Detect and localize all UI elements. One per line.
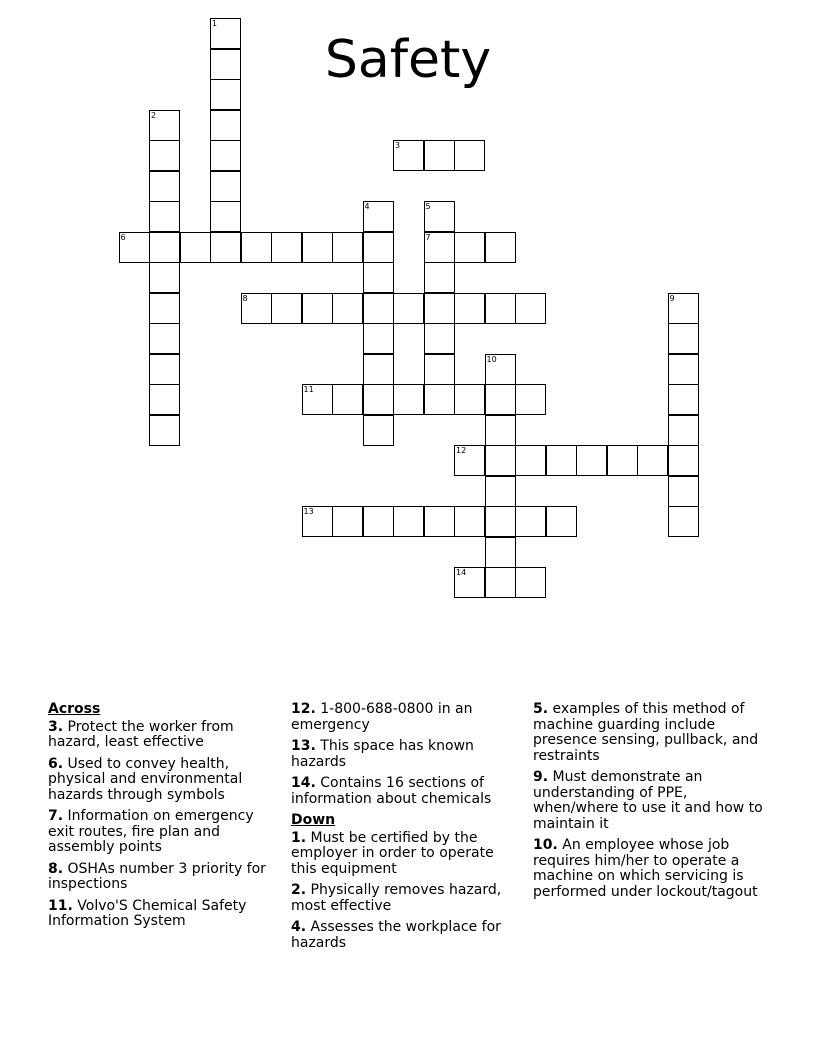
clues-column-2 [291, 702, 516, 957]
grid-cell-9[interactable] [668, 293, 699, 324]
clue-number-label: 10. [533, 837, 558, 853]
down-clue-list-continued [533, 702, 768, 900]
clue-text: Contains 16 sections of information about chemicals [291, 775, 492, 807]
clue [48, 757, 273, 804]
clue [291, 776, 516, 807]
clue-number-label: 5. [533, 701, 549, 717]
clue-text: Assesses the workplace for hazards [291, 919, 501, 951]
grid-cell[interactable] [149, 354, 180, 385]
grid-cell[interactable] [393, 506, 424, 537]
grid-cell[interactable] [576, 445, 607, 476]
clue [291, 883, 516, 914]
grid-cell-10[interactable] [485, 354, 516, 385]
clue-text: An employee whose job requires him/her to operate a machine on which servicing is performed under lockout/tagout [533, 837, 758, 900]
grid-cell[interactable] [454, 232, 485, 263]
grid-cell[interactable] [668, 354, 699, 385]
clue-number-label: 4. [291, 919, 307, 935]
clue-number-label: 11. [48, 897, 73, 914]
grid-cell[interactable] [485, 445, 516, 476]
clue-number: 12 [456, 446, 467, 455]
grid-cell[interactable] [424, 140, 455, 171]
grid-cell-12[interactable] [454, 445, 485, 476]
clue-number: 6 [120, 232, 126, 242]
grid-cell[interactable] [332, 506, 363, 537]
clues-column-3 [533, 702, 768, 906]
grid-cell[interactable] [210, 140, 241, 171]
clue-number-label: 9. [533, 769, 549, 785]
clue-text: Information on emergency exit routes, fire plan and assembly points [48, 808, 254, 855]
clue-number: 3 [395, 141, 401, 150]
grid-cell[interactable] [668, 506, 699, 537]
across-heading: Across [48, 701, 101, 717]
grid-cell[interactable] [363, 415, 394, 446]
grid-cell[interactable] [149, 415, 180, 446]
clue [291, 739, 516, 770]
clue-text: OSHAs number 3 priority for inspections [48, 860, 266, 892]
grid-cell[interactable] [454, 293, 485, 324]
grid-cell-4[interactable] [363, 201, 394, 232]
grid-cell-3[interactable] [393, 140, 424, 171]
grid-cell[interactable] [424, 384, 455, 415]
grid-cell[interactable] [637, 445, 668, 476]
grid-cell[interactable] [546, 506, 577, 537]
grid-cell[interactable] [180, 232, 211, 263]
clue [291, 831, 516, 878]
grid-cell[interactable] [485, 476, 516, 507]
grid-cell-8[interactable] [241, 293, 272, 324]
grid-cell[interactable] [485, 415, 516, 446]
grid-cell[interactable] [210, 201, 241, 232]
clue-number-label: 12. [291, 701, 316, 717]
grid-cell[interactable] [149, 140, 180, 171]
grid-cell[interactable] [363, 384, 394, 415]
clue-number: 9 [669, 293, 675, 303]
grid-cell[interactable] [393, 293, 424, 324]
clue-text: Physically removes hazard, most effective [291, 882, 502, 914]
grid-cell[interactable] [210, 171, 241, 202]
clue-text: Protect the worker from hazard, least effective [48, 718, 234, 750]
grid-cell[interactable] [485, 506, 516, 537]
grid-cell[interactable] [149, 262, 180, 293]
clue-number: 10 [486, 354, 497, 364]
grid-cell[interactable] [515, 384, 546, 415]
puzzle-title: Safety [324, 30, 492, 90]
clue-text: Must demonstrate an understanding of PPE, when/where to use it and how to maintain it [533, 769, 763, 832]
grid-cell[interactable] [485, 384, 516, 415]
grid-cell[interactable] [210, 232, 241, 263]
clue-number: 11 [303, 385, 314, 394]
grid-cell[interactable] [485, 567, 516, 598]
clue-number-label: 6. [48, 755, 64, 772]
grid-cell[interactable] [485, 537, 516, 568]
grid-cell-14[interactable] [454, 567, 485, 598]
grid-cell[interactable] [607, 445, 638, 476]
grid-cell[interactable] [485, 232, 516, 263]
grid-cell-1[interactable] [210, 18, 241, 49]
clue [48, 809, 273, 856]
clue [533, 770, 768, 832]
grid-cell[interactable] [149, 323, 180, 354]
clue-text: examples of this method of machine guarding include presence sensing, pullback, and restraints [533, 701, 759, 764]
grid-cell[interactable] [363, 354, 394, 385]
clue-number: 14 [456, 568, 467, 577]
grid-cell[interactable] [302, 232, 333, 263]
grid-cell[interactable] [149, 232, 180, 263]
grid-cell-6[interactable] [119, 232, 150, 263]
grid-cell-2[interactable] [149, 110, 180, 141]
grid-cell[interactable] [393, 384, 424, 415]
clue-number: 2 [151, 110, 157, 120]
grid-cell[interactable] [668, 445, 699, 476]
clue [533, 838, 768, 900]
grid-cell[interactable] [363, 262, 394, 293]
down-clue-list [291, 831, 516, 952]
grid-cell[interactable] [424, 262, 455, 293]
grid-cell[interactable] [424, 354, 455, 385]
grid-cell[interactable] [546, 445, 577, 476]
grid-cell[interactable] [668, 323, 699, 354]
grid-cell[interactable] [302, 293, 333, 324]
grid-cell-5[interactable] [424, 201, 455, 232]
clue [48, 899, 273, 930]
grid-cell[interactable] [515, 506, 546, 537]
grid-cell-11[interactable] [302, 384, 333, 415]
clue-number: 5 [425, 202, 431, 211]
grid-cell[interactable] [332, 384, 363, 415]
grid-cell[interactable] [149, 201, 180, 232]
across-clue-list [48, 720, 273, 930]
grid-cell[interactable] [454, 506, 485, 537]
grid-cell[interactable] [149, 171, 180, 202]
grid-cell[interactable] [515, 567, 546, 598]
clue-number: 8 [242, 293, 248, 303]
clue [533, 702, 768, 764]
grid-cell[interactable] [332, 232, 363, 263]
clue-number: 1 [212, 19, 218, 28]
grid-cell[interactable] [271, 293, 302, 324]
clue [291, 920, 516, 951]
grid-cell-7[interactable] [424, 232, 455, 263]
grid-cell[interactable] [271, 232, 302, 263]
grid-cell[interactable] [363, 506, 394, 537]
clue-number: 7 [425, 232, 431, 242]
clue [291, 702, 516, 733]
grid-cell[interactable] [363, 323, 394, 354]
grid-cell[interactable] [668, 384, 699, 415]
clue-number-label: 7. [48, 808, 64, 824]
clue-text: This space has known hazards [291, 738, 474, 770]
grid-cell[interactable] [668, 415, 699, 446]
grid-cell[interactable] [454, 384, 485, 415]
grid-cell[interactable] [363, 293, 394, 324]
clue-number: 13 [303, 507, 314, 516]
grid-cell[interactable] [424, 506, 455, 537]
grid-cell-13[interactable] [302, 506, 333, 537]
grid-cell[interactable] [424, 293, 455, 324]
clues-column-1 [48, 702, 273, 936]
across-clue-list-continued [291, 702, 516, 807]
down-heading: Down [291, 812, 336, 828]
clue-text: Volvo'S Chemical Safety Information System [48, 897, 247, 929]
grid-cell[interactable] [515, 293, 546, 324]
grid-cell[interactable] [485, 293, 516, 324]
grid-cell[interactable] [149, 384, 180, 415]
grid-cell[interactable] [241, 232, 272, 263]
clue [48, 862, 273, 893]
grid-cell[interactable] [454, 140, 485, 171]
grid-cell[interactable] [424, 323, 455, 354]
grid-cell[interactable] [515, 445, 546, 476]
clue-number-label: 8. [48, 860, 64, 877]
clue-text: Must be certified by the employer in order to operate this equipment [291, 829, 494, 877]
clue [48, 720, 273, 751]
clue-number-label: 3. [48, 718, 64, 735]
clue-number-label: 14. [291, 775, 316, 791]
grid-cell[interactable] [210, 79, 241, 110]
clue-text: 1-800-688-0800 in an emergency [291, 701, 473, 733]
clue-number-label: 13. [291, 738, 316, 754]
clue-number: 4 [364, 202, 370, 211]
grid-cell[interactable] [149, 293, 180, 324]
grid-cell[interactable] [363, 232, 394, 263]
grid-cell[interactable] [210, 49, 241, 80]
clue-number-label: 2. [291, 882, 307, 898]
grid-cell[interactable] [668, 476, 699, 507]
grid-cell[interactable] [210, 110, 241, 141]
clue-number-label: 1. [291, 829, 307, 846]
grid-cell[interactable] [332, 293, 363, 324]
clue-text: Used to convey health, physical and environmental hazards through symbols [48, 755, 243, 803]
